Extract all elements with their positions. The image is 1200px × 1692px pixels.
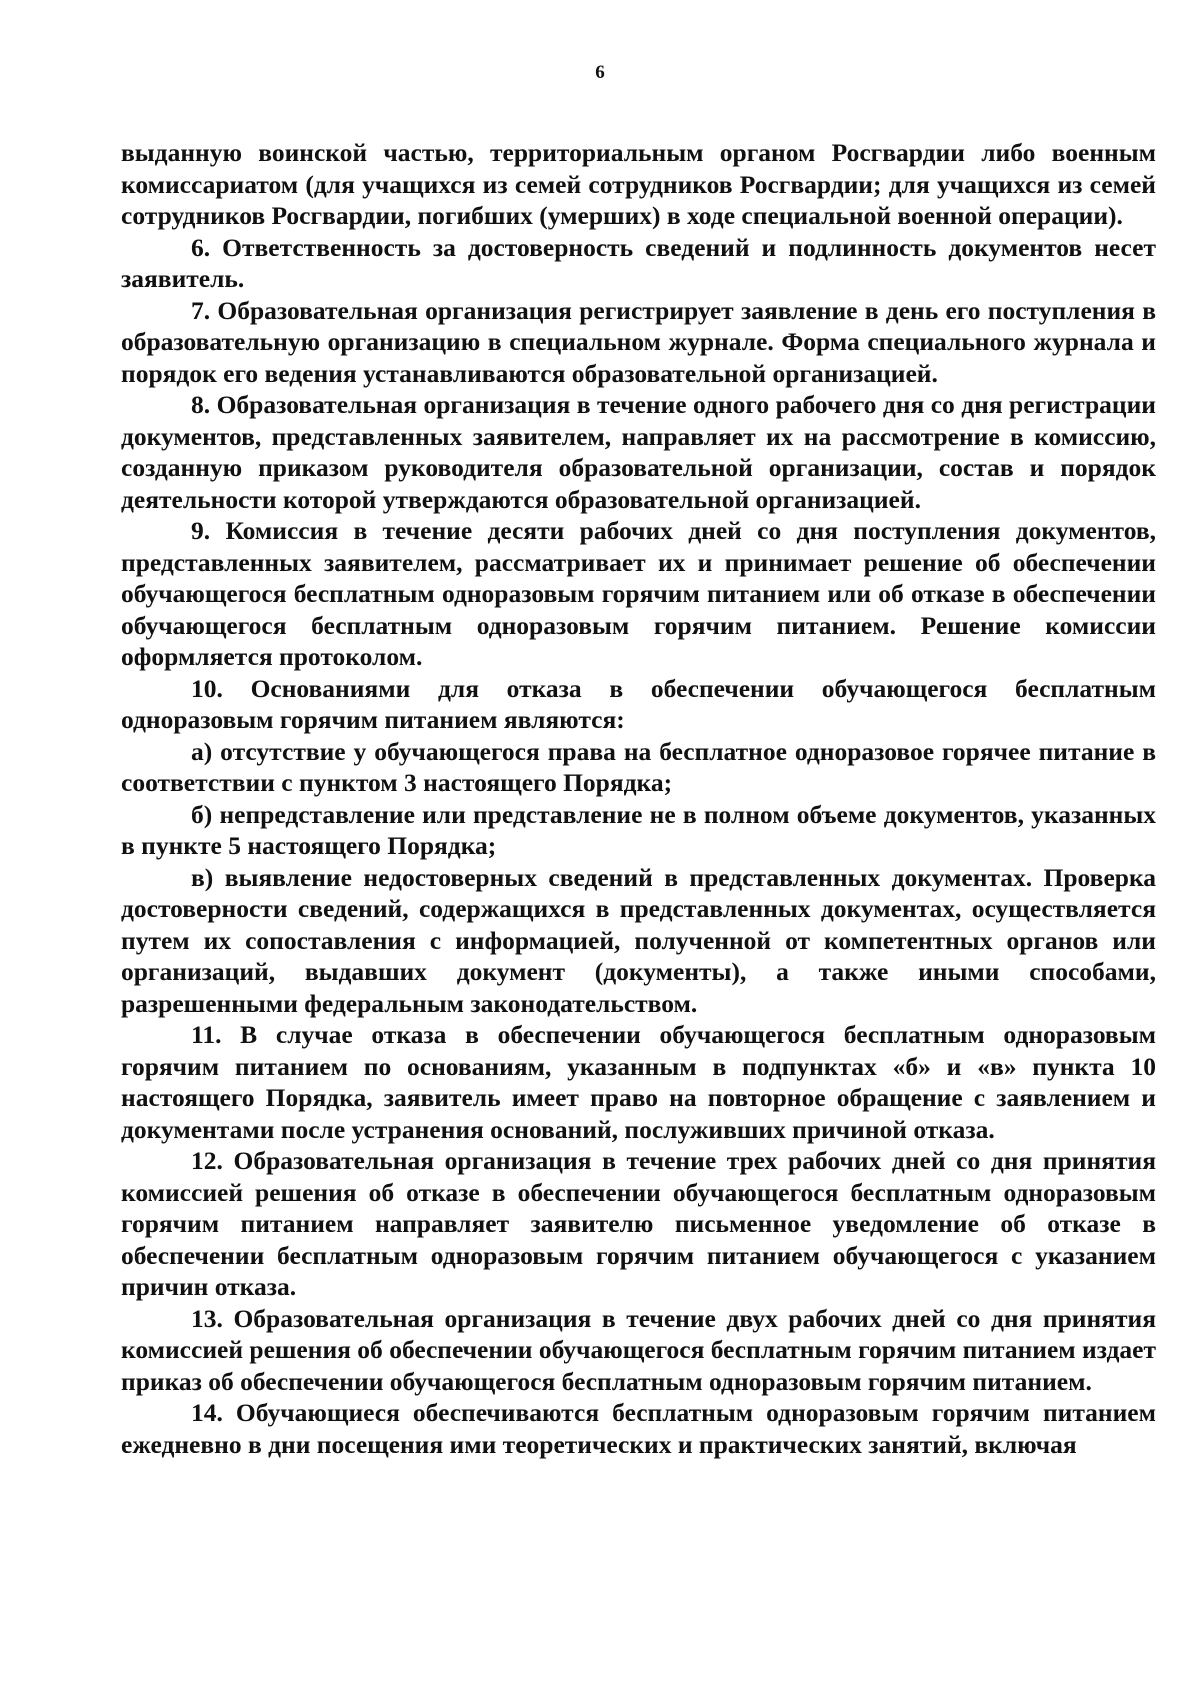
paragraph-8: 8. Образовательная организация в течение одного рабочего дня со дня регистрации документов, представленных заявителем, направляет их на рассмотрение в комиссию, созданную приказом руководителя образовательной организации, состав и порядок деятельности которой утверждаются образовательной организацией. — [121, 390, 1156, 514]
subparagraph-b: б) непредставление или представление не в полном объеме документов, указанных в пункте 5 настоящего Порядка; — [121, 799, 1156, 860]
subparagraph-v: в) выявление недостоверных сведений в представленных документах. Проверка достоверности сведений, содержащихся в представленных документах, осуществляется путем их сопоставления с информацией, полученной от компетентных органов или организаций, выдавших документ (документы), а также иными способами, разрешенными федеральным законодательством. — [121, 862, 1156, 1018]
document-body — [121, 137, 1156, 1460]
paragraph-continuation: выданную воинской частью, территориальным органом Росгвардии либо военным комиссариатом (для учащихся из семей сотрудников Росгвардии; для учащихся из семей сотрудников Росгвардии, погибших (умерших) в ходе специальной военной операции). — [121, 138, 1156, 230]
paragraph-11: 11. В случае отказа в обеспечении обучающегося бесплатным одноразовым горячим питанием по основаниям, указанным в подпунктах «б» и «в» пункта 10 настоящего Порядка, заявитель имеет право на повторное обращение с заявлением и документами после устранения оснований, послуживших причиной отказа. — [121, 1020, 1156, 1144]
subparagraph-a: а) отсутствие у обучающегося права на бесплатное одноразовое горячее питание в соответствии с пунктом 3 настоящего Порядка; — [121, 736, 1156, 797]
page-number: 6 — [595, 62, 605, 83]
paragraph-12: 12. Образовательная организация в течение трех рабочих дней со дня принятия комиссией решения об отказе в обеспечении обучающегося бесплатным одноразовым горячим питанием направляет заявителю письменное уведомление об отказе в обеспечении бесплатным одноразовым горячим питанием обучающегося с указанием причин отказа. — [121, 1146, 1156, 1301]
paragraph-13: 13. Образовательная организация в течение двух рабочих дней со дня принятия комиссией решения об обеспечении обучающегося бесплатным горячим питанием издает приказ об обеспечении обучающегося бесплатным одноразовым горячим питанием. — [121, 1303, 1156, 1396]
paragraph-6: 6. Ответственность за достоверность сведений и подлинность документов несет заявитель. — [121, 232, 1156, 293]
paragraph-10: 10. Основаниями для отказа в обеспечении обучающегося бесплатным одноразовым горячим питанием являются: — [121, 673, 1156, 734]
paragraph-7: 7. Образовательная организация регистрирует заявление в день его поступления в образовательную организацию в специальном журнале. Форма специального журнала и порядок его ведения устанавливаются образовательной организацией. — [121, 295, 1156, 388]
paragraph-9: 9. Комиссия в течение десяти рабочих дней со дня поступления документов, представленных заявителем, рассматривает их и принимает решение об обеспечении обучающегося бесплатным одноразовым горячим питанием или об отказе в обеспечении обучающегося бесплатным одноразовым горячим питанием. Решение комиссии оформляется протоколом. — [121, 516, 1156, 671]
paragraph-14: 14. Обучающиеся обеспечиваются бесплатным одноразовым горячим питанием ежедневно в дни посещения ими теоретических и практических занятий, включая — [121, 1398, 1156, 1459]
